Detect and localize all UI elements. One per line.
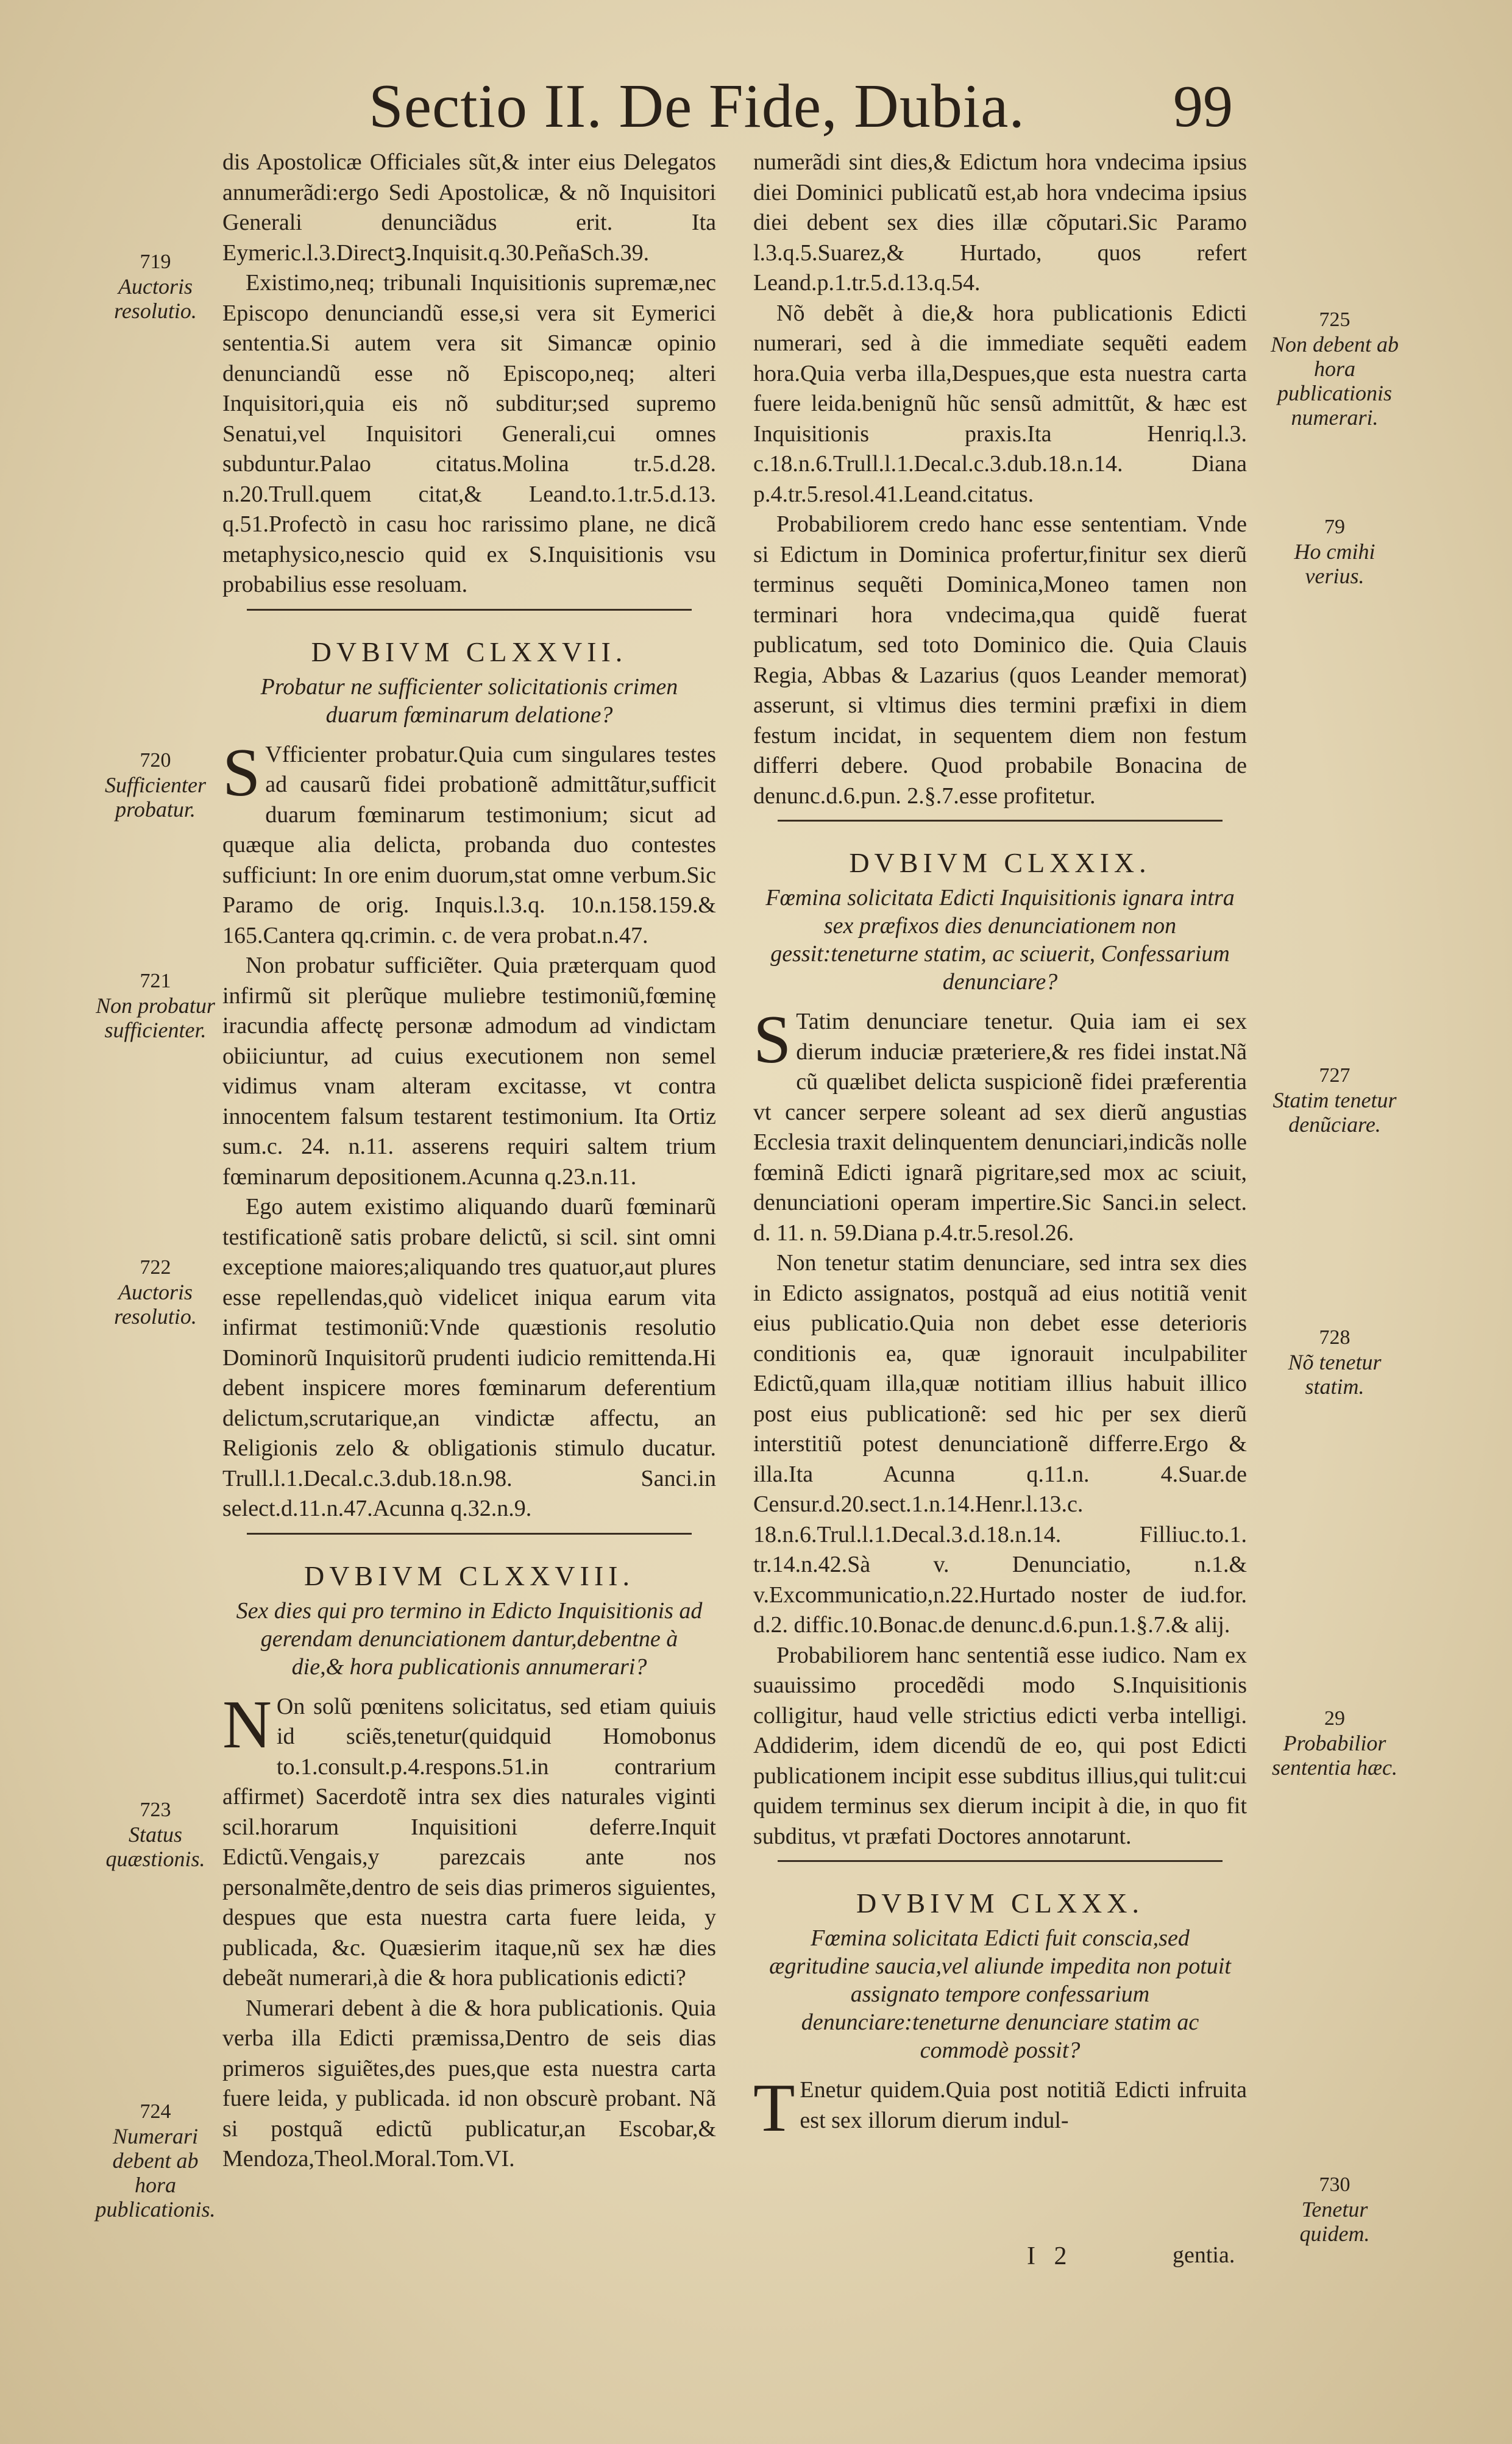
left-column <box>222 147 716 2175</box>
margin-note: 725 Non debent ab hora publicationis numerari. <box>1271 308 1399 430</box>
dubium-heading: DVBIVM CLXXIX. <box>849 847 1151 878</box>
margin-note: 727 Statim tenetur denũciare. <box>1272 1064 1397 1137</box>
paragraph: S Vfficienter probatur.Quia cum singulares testes ad causarũ fidei probationẽ admittãtur,sufficit duarum fœminarum testimonium; sicut ad quæque alia delicta, probanda duo contestes sufficiunt: In ore enim duorum,stat omne verbum.Sic Paramo de orig. Inquis.l.3.q. 10.n.158.159.& 165.Cantera qq.crimin. c. de vera probat.n.47. <box>222 734 716 948</box>
paragraph: Non tenetur statim denunciare, sed intra sex dies in Edicto assignatos, postquã ad eius notitiã venit eius publicatio.Quia non debet esse deterioris conditionis ea, quæ ignorauit inculpabiliter Edictũ,quam illa,quæ notitiam illius habuit illico post eius publicationẽ: sed hic per sex dierũ interstitiũ potest denunciationẽ differre.Ergo & illa.Ita Acunna q.11.n. 4.Suar.de Censur.d.20.sect.1.n.14.Henr.l.13.c. 18.n.6.Trul.l.1.Decal.3.d.18.n.14. Filliuc.to.1. tr.14.n.42.Sà v. Denunciatio, n.1.& v.Excommunicatio,n.22.Hurtado noster de iud.for. d.2. diffic.10.Bonac.de denunc.d.6.pun.1.§.7.& alij. <box>753 1250 1247 1638</box>
margin-note: 728 Nõ tenetur statim. <box>1288 1326 1382 1399</box>
running-title: Sectio II. De Fide, Dubia. <box>369 72 1025 141</box>
page-footer <box>0 2242 1512 2278</box>
paragraph: Probabiliorem credo hanc esse sententiam. Vnde si Edictum in Dominica profertur,finitur sex dierũ terminus sequẽti Dominica,Moneo tamen non terminari hora vndecima,qua quidẽ fuerat publicatum, sed toto Dominico die. Quia Clauis Regia, Abbas & Lazarius (quos Leander memorat) asserunt, si vltimus dies termini præfixi in diem festum incidat, in sequentem diem non festum differri debere. Quod probabile Bonacina de denunc.d.6.pun. 2.§.7.esse profitetur. <box>753 511 1247 809</box>
section-rule <box>778 1860 1223 1862</box>
drop-cap: T <box>753 2070 795 2146</box>
drop-cap: S <box>753 1002 792 1078</box>
paragraph: Numerari debent à die & hora publicationis. Quia verba illa Edicti præmissa,Dentro de seis dias primeros siguiẽtes,des pues,que esta nuestra carta fuere leida, y publicada. id non obscurè probant. Nã si postquã edictũ publicatur,an Escobar,& Mendoza,Theol.Moral.Tom.VI. <box>222 1995 716 2172</box>
margin-note: 29 Probabilior sententia hæc. <box>1272 1707 1397 1780</box>
dubium-heading: DVBIVM CLXXVII. <box>311 636 628 667</box>
dubium-question: Sex dies qui pro termino in Edicto Inquisitionis ad gerendam denunciationem dantur,debentne à die,& hora publicationis annumerari? <box>236 1597 703 1680</box>
drop-cap: S <box>222 734 261 811</box>
running-header <box>0 67 1512 146</box>
margin-note: 79 Ho cmihi verius. <box>1294 516 1375 588</box>
paragraph: Ego autem existimo aliquando duarũ fœminarũ testificationẽ satis probare delictũ, si scil. sint omni exceptione maiores;aliquando tres quatuor,aut plures esse repellendas,quò videlicet iniqua earum vita infirmat testimoniũ:Vnde quæstionis resolutio Dominorũ Inquisitorũ prudenti iudicio remittenda.Hi debent inspicere mores fœminarum deferentium delictum,scrutarique,an vindictæ affectu, an Religionis zelo & obligationis stimulo ducatur. Trull.l.1.Decal.c.3.dub.18.n.98. Sanci.in select.d.11.n.47.Acunna q.32.n.9. <box>222 1194 716 1521</box>
section-rule <box>778 820 1223 822</box>
right-column <box>753 147 1247 2146</box>
paragraph: dis Apostolicæ Officiales sũt,& inter eius Delegatos annumerãdi:ergo Sedi Apostolicæ, & nõ Inquisitori Generali denunciãdus erit. Ita Eymeric.l.3.Directꝫ.Inquisit.q.30.PeñaSch.39. <box>222 149 716 266</box>
margin-note: 721 Non probatur sufficienter. <box>96 970 215 1042</box>
margin-note: 720 Sufficienter probatur. <box>105 749 206 822</box>
signature-mark: I 2 <box>1027 2242 1073 2270</box>
dubium-question: Fœmina solicitata Edicti fuit conscia,sed ægritudine saucia,vel aliunde impedita non potuit assignato tempore confessarium denunciare:teneturne denunciare statim ac commodè possit? <box>769 1925 1231 2063</box>
section-rule <box>247 609 692 611</box>
section-rule <box>247 1533 692 1535</box>
paragraph: S Tatim denunciare tenetur. Quia iam ei sex dierum induciæ præteriere,& res fidei instat.Nã cũ quælibet delicta suspicionẽ fidei præferentia vt cancer serpere soleant ad sex dierũ angustias Ecclesia traxit delinquentem denunciari,indicãs nolle fœminã Edicti ignarã pigritare,sed mox ac sciuit, denunciationi operam impertire.Sic Sanci.in select. d. 11. n. 59.Diana p.4.tr.5.resol.26. <box>753 1002 1247 1246</box>
margin-note: 722 Auctoris resolutio. <box>114 1256 197 1329</box>
paragraph: Probabiliorem hanc sententiã esse iudico. Nam ex suauissimo procedẽdi modo S.Inquisitionis colligitur, haud velle strictius edicti verba intelligi. Addiderim, idem dicendũ de eo, qui post Edicti publicationem incipit esse subditus illius,qui tulit:cui quidem terminus sex dierum incipit à die, in quo fit subditus, vt præfati Doctores annotarunt. <box>753 1642 1247 1849</box>
paragraph: Existimo,neq; tribunali Inquisitionis supremæ,nec Episcopo denunciandũ esse,si vera sit Eymerici sententia.Si autem vera sit Simancæ opinio denunciandũ esse nõ Episcopo,neq; alteri Inquisitori,quia eis nõ subditur;sed supremo Senatui,vel Inquisitori Generali,cui omnes subduntur.Palao citatus.Molina tr.5.d.28. n.20.Trull.quem citat,& Leand.to.1.tr.5.d.13. q.51.Profectò in casu hoc rarissimo plane, ne dicã metaphysico,nescio quid ex S.Inquisitionis vsu probabilius esse resoluam. <box>222 270 716 597</box>
paragraph: Non probatur sufficiẽter. Quia præterquam quod infirmũ sit plerũque muliebre testimoniũ,fœminę iracundia affectę personæ admodum ad vindictam obiiciuntur, ad cuius executionem non semel vidimus vnam alteram excitasse, vt contra innocentem falsum testarent testimonium. Ita Ortiz sum.c. 24. n.11. asserens requiri saltem trium fœminarum depositionem.Acunna q.23.n.11. <box>222 953 716 1190</box>
dubium-heading: DVBIVM CLXXVIII. <box>304 1560 634 1591</box>
dubium-heading: DVBIVM CLXXX. <box>856 1888 1144 1919</box>
paragraph: T Enetur quidem.Quia post notitiã Edicti infruita est sex illorum dierum indul- <box>753 2070 1247 2146</box>
margin-note: 723 Status quæstionis. <box>105 1799 205 1871</box>
margin-note: 724 Numerari debent ab hora publicationis. <box>95 2100 216 2222</box>
catchword: gentia. <box>1173 2242 1235 2268</box>
dubium-question: Probatur ne sufficienter solicitationis crimen duarum fœminarum delatione? <box>260 673 678 728</box>
dubium-question: Fœmina solicitata Edicti Inquisitionis ignara intra sex præfixos dies denunciationem non gessit:teneturne statim, ac sciuerit, Confessarium denunciare? <box>765 885 1235 995</box>
paragraph: numerãdi sint dies,& Edictum hora vndecima ipsius diei Dominici publicatũ est,ab hora vndecima ipsius diei debent sex dies illæ cõputari.Sic Paramo l.3.q.5.Suarez,& Hurtado, quos refert Leand.p.1.tr.5.d.13.q.54. <box>753 149 1247 296</box>
margin-note: 719 Auctoris resolutio. <box>114 250 197 323</box>
paragraph: N On solũ pœnitens solicitatus, sed etiam quiuis id sciẽs,tenetur(quidquid Homobonus to.1.consult.p.4.respons.51.in contrarium affirmet) Sacerdotẽ intra sex dies naturales viginti scil.horarum Inquisitioni deferre.Inquit Edictũ.Vengais,y parezcais ante nos personalmẽte,dentro de seis dias primeros siguientes, despues que esta nuestra carta fuere leida, y publicada, &c. Quæsierim itaque,nũ sex hæ dies debeãt numerari,à die & hora publicationis edicti? <box>222 1686 716 1991</box>
drop-cap: N <box>222 1686 272 1763</box>
margin-note: 730 Tenetur quidem. <box>1299 2173 1370 2246</box>
page-number: 99 <box>1173 74 1233 140</box>
paragraph: Nõ debẽt à die,& hora publicationis Edicti numerari, sed à die immediate sequẽti eadem hora.Quia verba illa,Despues,que esta nuestra carta fuere leida.benignũ hũc sensũ admittũt, & hæc est Inquisitionis praxis.Ita Henriq.l.3. c.18.n.6.Trull.l.1.Decal.c.3.dub.18.n.14. Diana p.4.tr.5.resol.41.Leand.citatus. <box>753 300 1247 507</box>
